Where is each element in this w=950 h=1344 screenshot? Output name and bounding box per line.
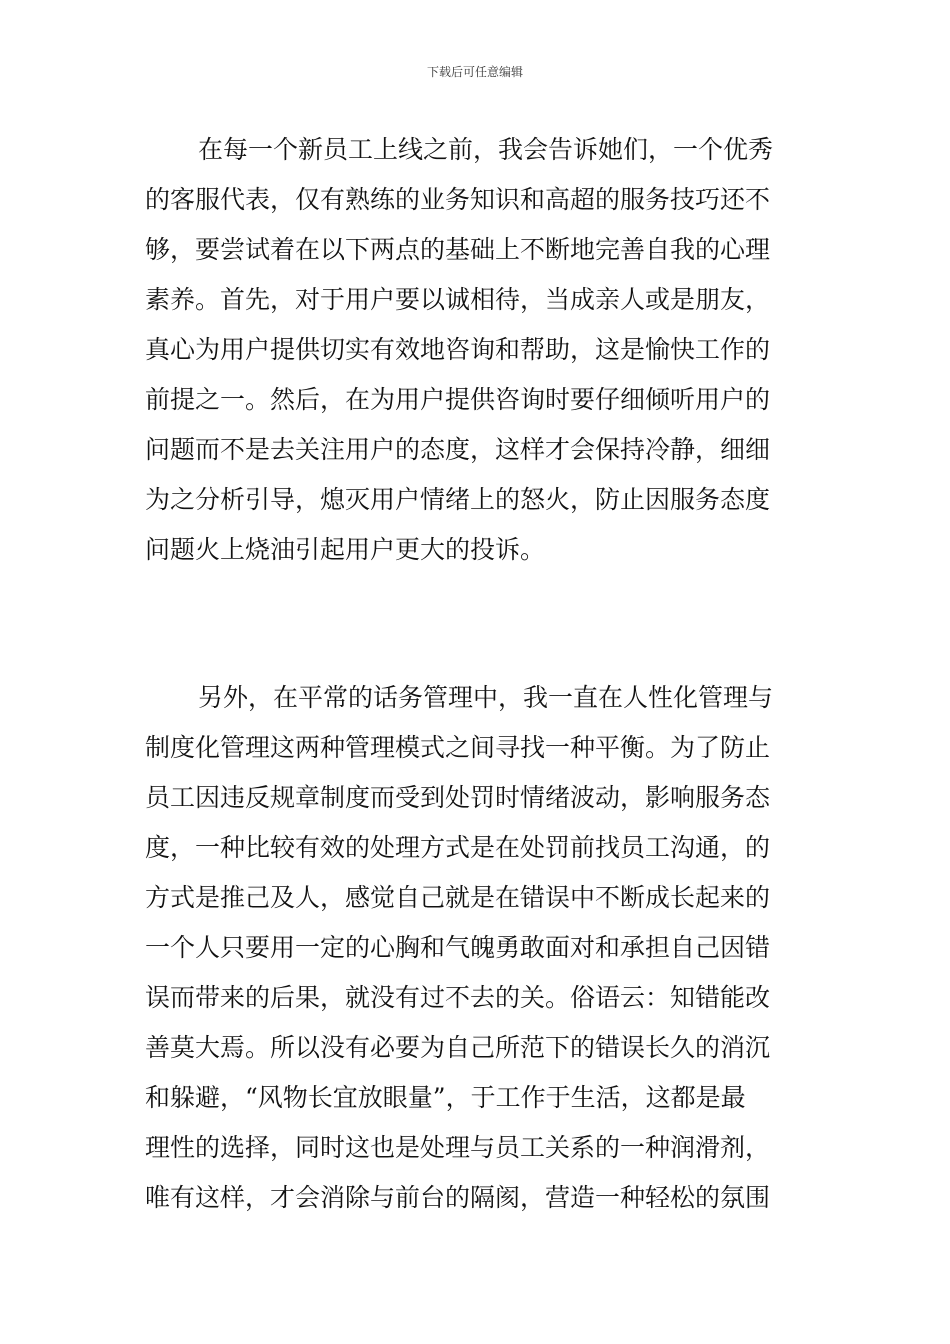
paragraph-line: 善莫大焉。所以没有必要为自己所范下的错误长久的消沉 [145, 1033, 771, 1062]
paragraph-line: 前提之一。然后，在为用户提供咨询时要仔细倾听用户的 [145, 385, 771, 414]
paragraph-line: 够，要尝试着在以下两点的基础上不断地完善自我的心理 [145, 235, 771, 264]
paragraph-line: 和躲避，“风物长宜放眼量”，于工作于生活，这都是最 [145, 1083, 746, 1112]
paragraph-2 [145, 673, 810, 1223]
paragraph-line: 的客服代表，仅有熟练的业务知识和高超的服务技巧还不 [145, 185, 771, 214]
paragraph-line: 制度化管理这两种管理模式之间寻找一种平衡。为了防止 [145, 733, 771, 762]
paragraph-line: 误而带来的后果，就没有过不去的关。俗语云：知错能改 [145, 983, 771, 1012]
paragraph-line: 方式是推己及人，感觉自己就是在错误中不断成长起来的 [145, 883, 771, 912]
paragraph-line: 唯有这样，才会消除与前台的隔阂，营造一种轻松的氛围 [145, 1183, 771, 1212]
paragraph-line: 问题火上烧油引起用户更大的投诉。 [145, 535, 546, 564]
paragraph-line: 度，一种比较有效的处理方式是在处罚前找员工沟通，的 [145, 833, 771, 862]
page-header: 下载后可任意编辑 [426, 65, 523, 79]
paragraph-line: 为之分析引导，熄灭用户情绪上的怒火，防止因服务态度 [145, 485, 771, 514]
paragraph-line: 在每一个新员工上线之前，我会告诉她们，一个优秀 [198, 135, 774, 164]
paragraph-line: 问题而不是去关注用户的态度，这样才会保持冷静，细细 [145, 435, 771, 464]
paragraph-line: 一个人只要用一定的心胸和气魄勇敢面对和承担自己因错 [145, 933, 771, 962]
paragraph-1 [145, 125, 810, 575]
paragraph-line: 员工因违反规章制度而受到处罚时情绪波动，影响服务态 [145, 783, 771, 812]
paragraph-line: 另外，在平常的话务管理中，我一直在人性化管理与 [198, 683, 774, 712]
paragraph-line: 真心为用户提供切实有效地咨询和帮助，这是愉快工作的 [145, 335, 771, 364]
paragraph-line: 理性的选择，同时这也是处理与员工关系的一种润滑剂， [145, 1133, 771, 1162]
paragraph-line: 素养。首先，对于用户要以诚相待，当成亲人或是朋友， [145, 285, 771, 314]
